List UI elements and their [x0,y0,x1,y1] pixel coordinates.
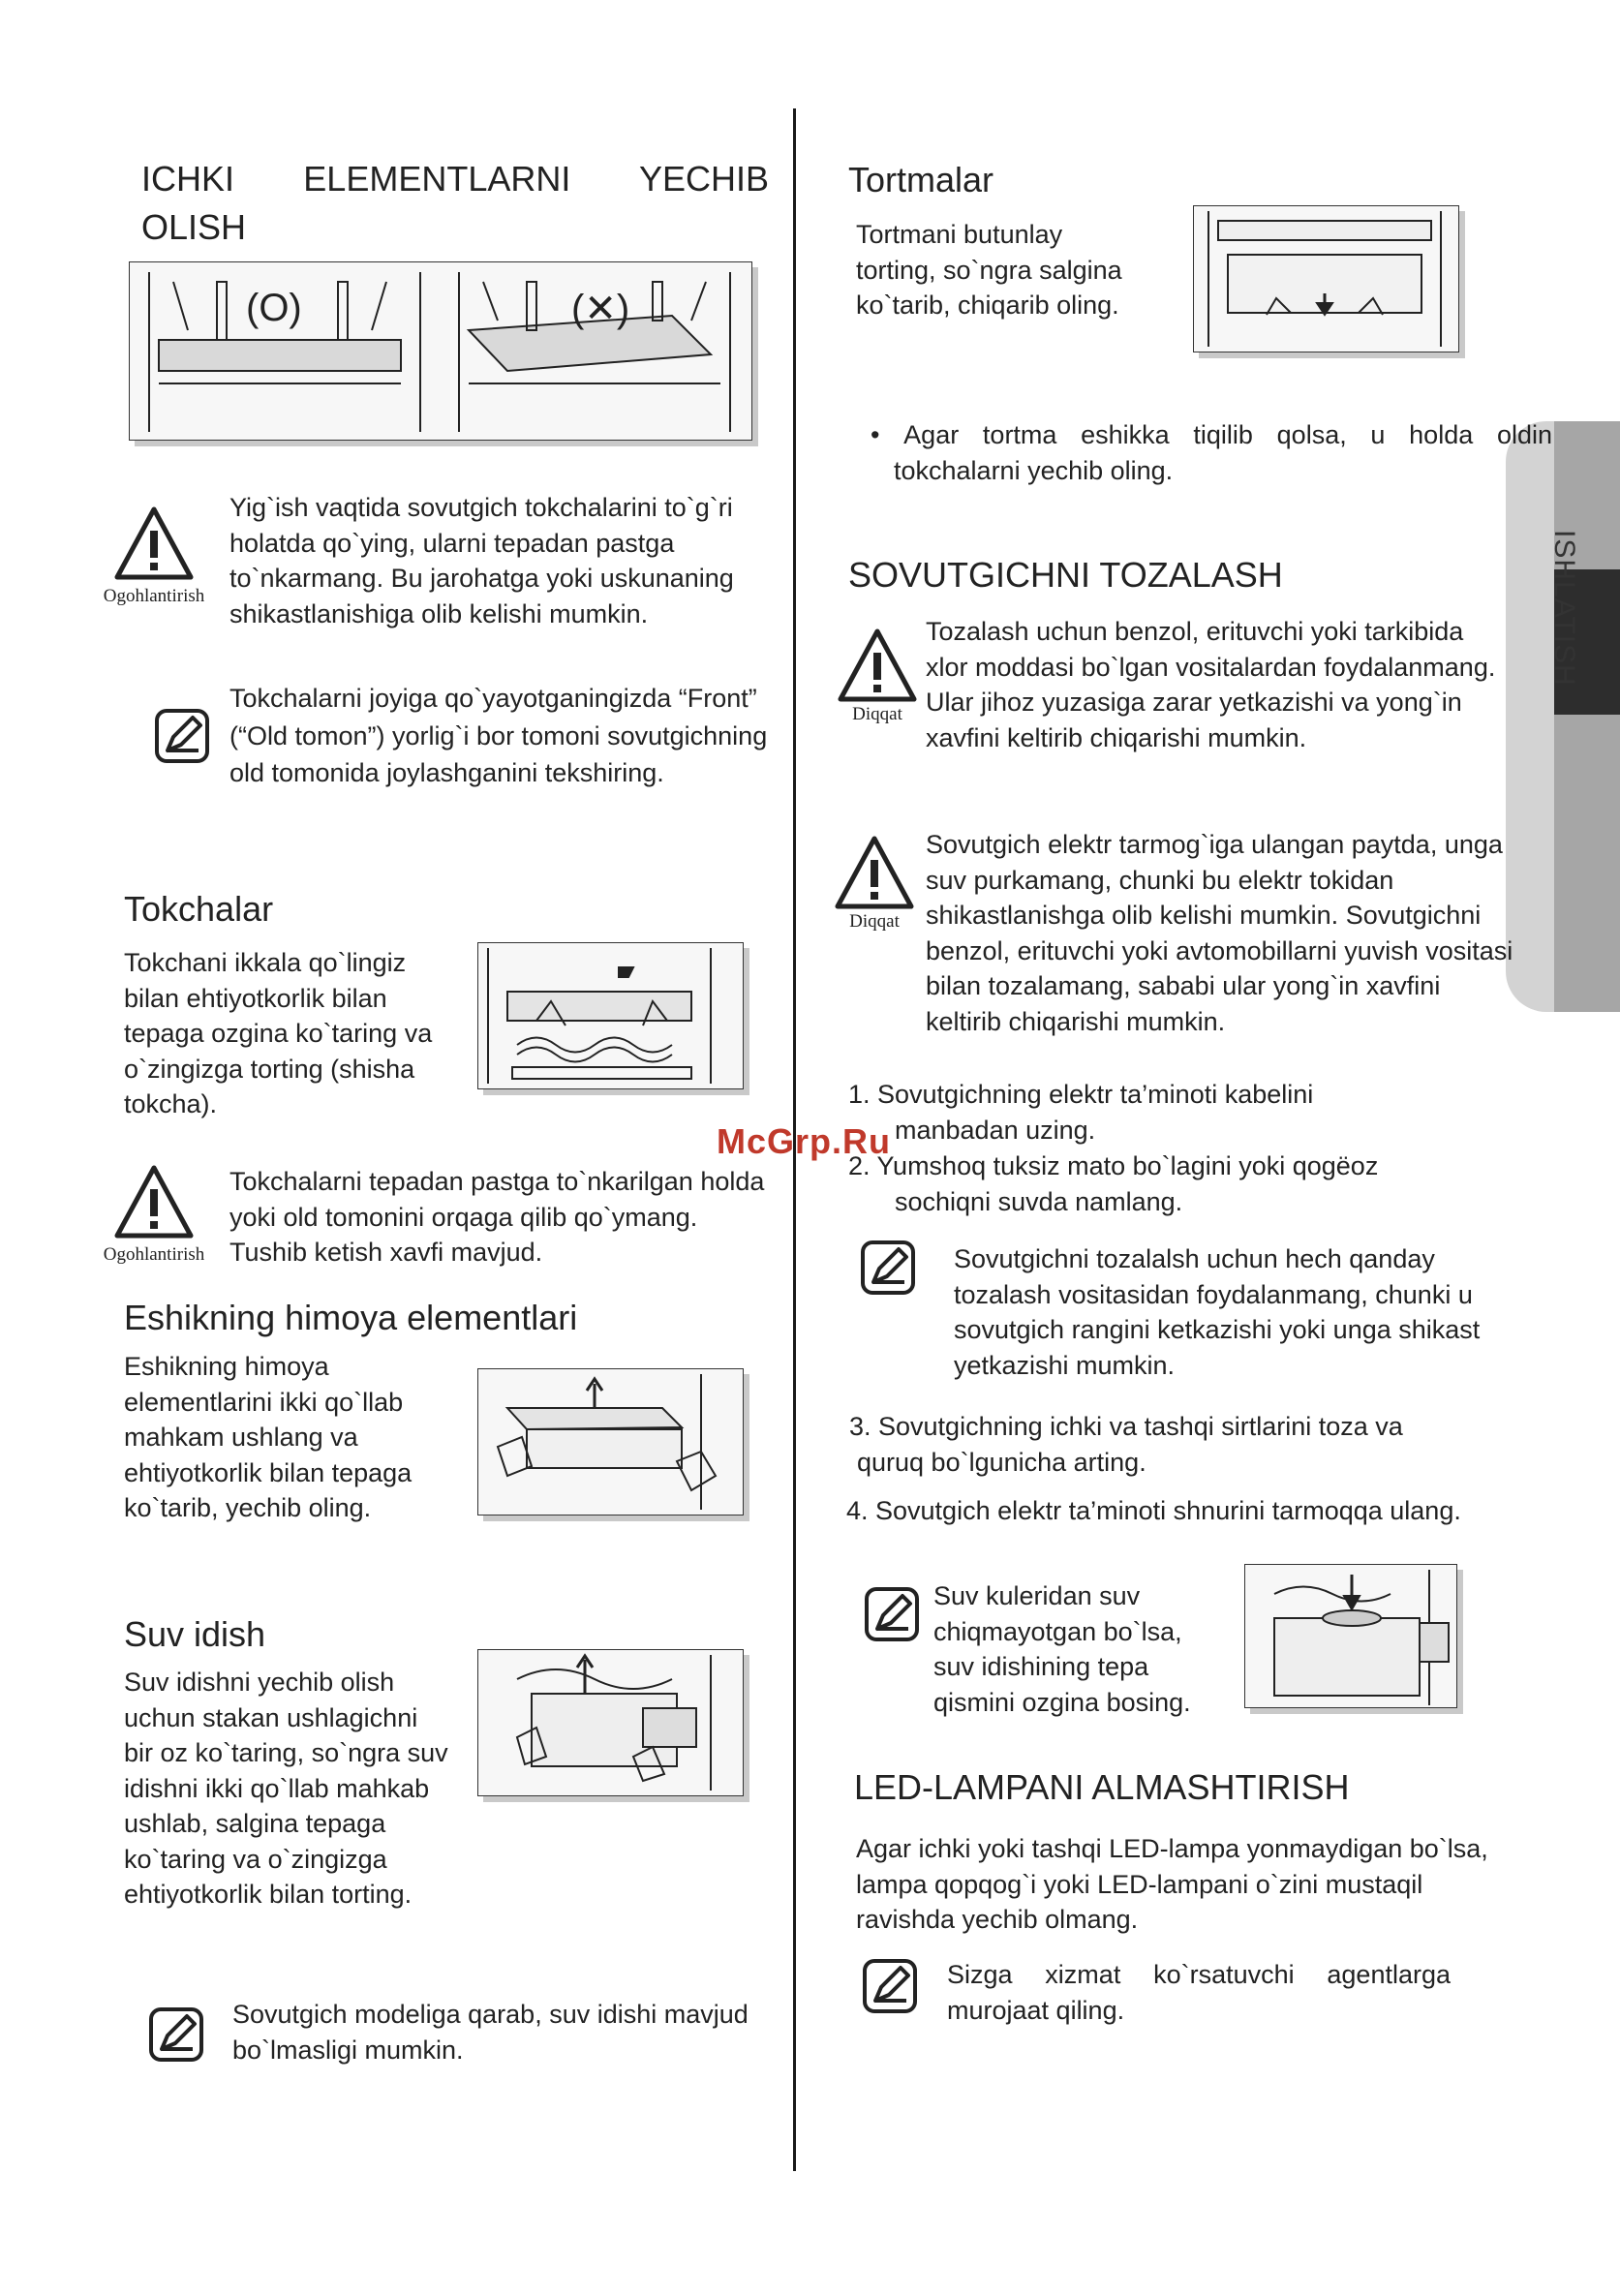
caution-text-1: Tozalash uchun benzol, erituvchi yoki tarkibida xlor moddasi bo`lgan vositalardan foydalanmang. Ular jihoz yuzasiga zarar yetkazishi va yong`in xavfini keltirib chiqarishi mumkin. [926,617,1496,752]
caution-text-2: Sovutgich elektr tarmog`iga ulangan paytda, unga suv purkamang, chunki bu elektr tokidan shikastlanishga olib kelishi mumkin. Sovutgichni benzol, erituvchi yoki avtomobillarni yuvish vositasi bilan tozalamang, sababi ular yong`in xavfini keltirib chiqarishi mumkin. [926,830,1513,1036]
cleaning-step-1: 1. Sovutgichning elektr ta’minoti kabelini manbadan uzing. [848,1080,1314,1145]
door-guards-text: Eshikning himoya elementlarini ikki qo`llab mahkam ushlang va ehtiyotkorlik bilan tepaga ko`tarib, yechib oling. [124,1352,413,1522]
cleaning-step-4: 4. Sovutgich elektr ta’minoti shnurini tarmoqqa ulang. [846,1496,1461,1525]
cleaning-step-2: 2. Yumshoq tuksiz mato bo`lagini yoki qogëoz sochiqni suvda namlang. [848,1151,1379,1216]
side-tab-strip [1554,421,1620,1012]
note-icon [864,1586,920,1642]
led-title: LED-LAMPANI ALMASHTIRISH [854,1767,1350,1807]
shelf-drawing [478,943,743,1088]
warning-icon [113,1164,195,1240]
note-icon [154,708,210,764]
drawer-illustration [1193,205,1459,352]
note-icon [860,1240,916,1296]
drawer-drawing [1194,206,1458,352]
side-tab-label: ISHLATISH [1548,530,1580,687]
cleaning-title: SOVUTGICHNI TOZALASH [848,555,1283,595]
bullet-mark: • [871,420,904,449]
water-cooler-drawing [1245,1565,1456,1707]
water-tank-drawing [478,1650,743,1795]
warning-text-2: Tokchalarni tepadan pastga to`nkarilgan holda yoki old tomonini orqaga qilib qo`ymang. Tushib ketish xavfi mavjud. [229,1167,765,1267]
caution-caption: Diqqat [849,911,900,932]
water-cooler-illustration [1244,1564,1457,1708]
warning-caption: Ogohlantirish [103,1244,205,1265]
water-tank-illustration [477,1649,744,1796]
note-text-3: Sovutgichni tozalalsh uchun hech qanday tozalash vositasidan foydalanmang, chunki u sovutgich rangini ketkazishi yoki unga shikast yetkazishi mumkin. [954,1244,1481,1380]
door-guard-drawing [478,1369,743,1515]
remove-title: ICHKI ELEMENTLARNI YECHIB OLISH [141,159,769,247]
warning-caption: Ogohlantirish [103,586,205,606]
correct-mark: (O) [246,287,302,329]
water-tank-title: Suv idish [124,1614,266,1654]
drawers-bullet-text: Agar tortma eshikka tiqilib qolsa, u holda oldin tokchalarni yechib oling. [894,420,1552,485]
door-guards-title: Eshikning himoya elementlari [124,1298,578,1337]
note-text-1: Tokchalarni joyiga qo`yayotganingizda “Front” (“Old tomon”) yorlig`i bor tomoni sovutgichning old tomonida joylashganini tekshiring. [229,684,768,787]
shelves-drawing [130,262,751,440]
warning-block-2 [81,1164,227,1266]
warning-icon [113,505,195,581]
note-text-2: Sovutgich modeliga qarab, suv idishi mavjud bo`lmasligi mumkin. [232,2000,749,2065]
caution-icon [834,835,915,910]
note-icon [862,1958,918,2014]
shelves-title: Tokchalar [124,889,274,929]
caution-block-2 [828,835,921,933]
caution-icon [837,628,918,703]
water-tank-text: Suv idishni yechib olish uchun stakan ushlagichni bir oz ko`taring, so`ngra suv idishni ikki qo`llab mahkab ushlab, salgina tepaga ko`taring va o`zingizga ehtiyotkorlik bilan torting. [124,1668,448,1909]
shelves-text: Tokchani ikkala qo`lingiz bilan ehtiyotkorlik bilan tepaga ozgina ko`taring va o`zingizga torting (shisha tokcha). [124,948,433,1118]
drawers-title: Tortmalar [848,160,994,199]
caution-caption: Diqqat [852,704,902,724]
drawers-text: Tortmani butunlay torting, so`ngra salgina ko`tarib, chiqarib oling. [856,220,1122,320]
wrong-mark: (✕) [571,288,630,330]
shelf-removal-illustration [477,942,744,1089]
warning-text-1: Yig`ish vaqtida sovutgich tokchalarini to`g`ri holatda qo`ying, ularni tepadan pastga to`nkarmang. Bu jarohatga yoki uskunaning shikastlanishiga olib kelishi mumkin. [229,493,734,628]
remove-shelves-illustration [129,261,752,441]
caution-block-1 [831,628,924,725]
watermark: McGrp.Ru [717,1121,892,1161]
led-text: Agar ichki yoki tashqi LED-lampa yonmaydigan bo`lsa, lampa qopqog`i yoki LED-lampani o`zini mustaqil ravishda yechib olmang. [856,1834,1488,1934]
note-icon [148,2006,204,2063]
drawers-bullet [849,417,1552,488]
door-guard-illustration [477,1368,744,1515]
cleaning-step-3: 3. Sovutgichning ichki va tashqi sirtlarini toza va quruq bo`lgunicha arting. [849,1412,1403,1477]
note-text-5: Sizga xizmat ko`rsatuvchi agentlarga murojaat qiling. [947,1960,1451,2025]
note-text-4: Suv kuleridan suv chiqmayotgan bo`lsa, suv idishining tepa qismini ozgina bosing. [933,1581,1191,1717]
warning-block-1 [81,505,227,607]
